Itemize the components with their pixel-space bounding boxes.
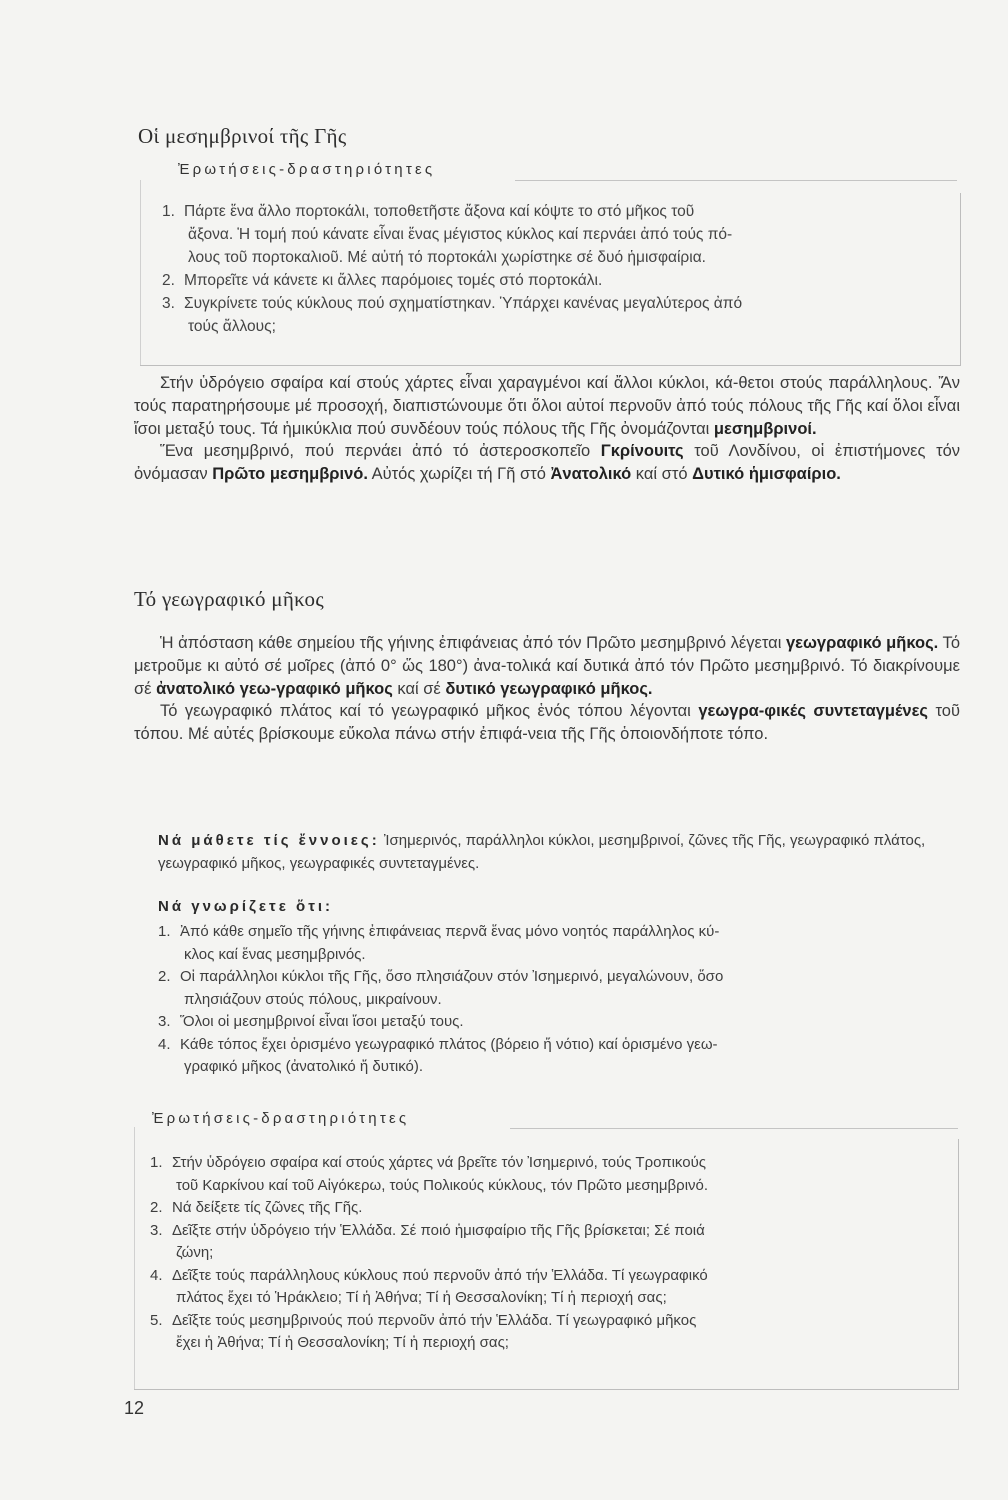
section-title-longitude: Τό γεωγραφικό μῆκος — [134, 587, 324, 611]
activities-heading-1: Ἐρωτήσεις-δραστηριότητες — [178, 161, 436, 178]
know-label: Νά γνωρίζετε ὅτι: — [158, 898, 334, 915]
list-item-cont: τούς ἄλλους; — [188, 318, 276, 335]
list-item: 3. Ὅλοι οἱ μεσημβρινοί εἶναι ἴσοι μεταξύ τους. — [158, 1013, 464, 1030]
list-item: 3. Συγκρίνετε τούς κύκλους πού σχηματίστηκαν. Ὑπάρχει κανένας μεγαλύτερος ἀπό — [162, 295, 743, 312]
learn-label: Νά μάθετε τίς ἔννοιες: — [158, 832, 380, 849]
list-item-cont: πλάτος ἔχει τό Ἡράκλειο; Τί ἡ Ἀθήνα; Τί ἡ Θεσσαλονίκη; Τί ἡ περιοχή σας; — [176, 1289, 667, 1306]
section-title-meridians: Οἱ μεσημβρινοί τῆς Γῆς — [138, 124, 347, 148]
learn-text: Ἰσημερινός, παράλληλοι κύκλοι, μεσημβρινοί, ζῶνες τῆς Γῆς, γεωγραφικό πλάτος, γεωγραφικό μῆκος, γεωγραφικές συντεταγμένες. — [158, 832, 926, 872]
list-item-cont: ζώνη; — [176, 1244, 214, 1261]
longitude-body — [134, 632, 960, 746]
activities-heading-2: Ἐρωτήσεις-δραστηριότητες — [152, 1110, 410, 1127]
learn-concepts — [158, 830, 958, 875]
list-item-cont: ἔχει ἡ Ἀθήνα; Τί ἡ Θεσσαλονίκη; Τί ἡ περιοχή σας; — [176, 1334, 509, 1351]
page-number: 12 — [124, 1398, 145, 1418]
list-item: 2. Οἱ παράλληλοι κύκλοι τῆς Γῆς, ὅσο πλησιάζουν στόν Ἰσημερινό, μεγαλώνουν, ὅσο — [158, 968, 724, 985]
paragraph: Ἕνα μεσημβρινό, πού περνάει ἀπό τό ἀστεροσκοπεῖο Γκρίνουιτς τοῦ Λονδίνου, οἱ ἐπιστήμονες τόν ὀνόμασαν Πρῶτο μεσημβρινό. Αὐτός χωρίζει τή Γῆ στό Ἀνατολικό καί στό Δυτικό ἡμισφαίριο. — [134, 442, 961, 484]
box-2-top-rule — [510, 1128, 958, 1129]
list-item-cont: κλος καί ἕνας μεσημβρινός. — [184, 945, 366, 963]
list-item-cont: τοῦ Καρκίνου καί τοῦ Αἰγόκερω, τούς Πολικούς κύκλους, τόν Πρῶτο μεσημβρινό. — [176, 1176, 709, 1194]
list-item: 1. Στήν ὑδρόγειο σφαίρα καί στούς χάρτες νά βρεῖτε τόν Ἰσημερινό, τούς Τροπικούς — [150, 1154, 707, 1171]
list-item: 4. Κάθε τόπος ἔχει ὁρισμένο γεωγραφικό πλάτος (βόρειο ἤ νότιο) καί ὁρισμένο γεω- — [158, 1035, 718, 1053]
paragraph: Τό γεωγραφικό πλάτος καί τό γεωγραφικό μῆκος ἑνός τόπου λέγονται γεωγρα-φικές συντεταγμένες τοῦ τόπου. Μέ αὐτές βρίσκουμε εὔκολα πάνω στήν ἐπιφά-νεια τῆς Γῆς ὁποιονδήποτε τόπο. — [134, 702, 960, 744]
list-item: 4. Δεῖξτε τούς παράλληλους κύκλους πού περνοῦν ἀπό τήν Ἑλλάδα. Τί γεωγραφικό — [150, 1266, 708, 1284]
list-item: 3. Δεῖξτε στήν ὑδρόγειο τήν Ἑλλάδα. Σέ ποιό ἡμισφαίριο τῆς Γῆς βρίσκεται; Σέ ποιά — [150, 1221, 705, 1239]
paragraph: Ἡ ἀπόσταση κάθε σημείου τῆς γήινης ἐπιφάνειας ἀπό τόν Πρῶτο μεσημβρινό λέγεται γεωγραφικό μῆκος. Τό μετροῦμε κι αὐτό σέ μοῖρες (ἀπό 0° ὥς 180°) ἀνα-τολικά καί δυτικά ἀπό τόν Πρῶτο μεσημβρινό. Τό διακρίνουμε σέ ἀνατολικό γεω-γραφικό μῆκος καί σέ δυτικό γεωγραφικό μῆκος. — [134, 634, 960, 698]
list-item-cont: λους τοῦ πορτοκαλιοῦ. Μέ αὐτή τό πορτοκάλι χωρίστηκε σέ δυό ἡμισφαίρια. — [188, 249, 706, 266]
list-item: 5. Δεῖξτε τούς μεσημβρινούς πού περνοῦν ἀπό τήν Ἑλλάδα. Τί γεωγραφικό μῆκος — [150, 1311, 697, 1329]
list-item: 2. Νά δείξετε τίς ζῶνες τῆς Γῆς. — [150, 1199, 363, 1216]
list-item-cont: ἄξονα. Ἡ τομή πού κάνατε εἶναι ἕνας μέγιστος κύκλος καί περνάει ἀπό τούς πό- — [188, 226, 733, 243]
know-list — [158, 921, 958, 1079]
list-item: 1. Ἀπό κάθε σημεῖο τῆς γήινης ἐπιφάνειας περνᾶ ἕνας μόνο νοητός παράλληλος κύ- — [158, 923, 720, 940]
list-item-cont: γραφικό μῆκος (ἀνατολικό ἤ δυτικό). — [184, 1058, 424, 1075]
box-1-top-rule — [515, 180, 957, 181]
list-item: 1. Πάρτε ἕνα ἄλλο πορτοκάλι, τοποθετῆστε ἄξονα καί κόψτε το στό μῆκος τοῦ — [162, 203, 695, 220]
paragraph: Στήν ὑδρόγειο σφαίρα καί στούς χάρτες εἶναι χαραγμένοι καί ἄλλοι κύκλοι, κά-θετοι στούς παράλληλους. Ἄν τούς παρατηρήσουμε μέ προσοχή, διαπιστώνουμε ὅτι ὅλοι αὐτοί περνοῦν ἀπό τούς πόλους τῆς Γῆς καί ὅλοι εἶναι ἴσοι μεταξύ τους. Τά ἡμικύκλια πού συνδέουν τούς πόλους τῆς Γῆς ὀνομάζονται μεσημβρινοί. — [134, 374, 960, 438]
meridians-body — [134, 372, 960, 486]
activities-list-2 — [150, 1152, 708, 1355]
list-item-cont: πλησιάζουν στούς πόλους, μικραίνουν. — [184, 990, 442, 1008]
list-item: 2. Μπορεῖτε νά κάνετε κι ἄλλες παρόμοιες τομές στό πορτοκάλι. — [162, 272, 603, 289]
activities-list-1 — [162, 200, 742, 338]
